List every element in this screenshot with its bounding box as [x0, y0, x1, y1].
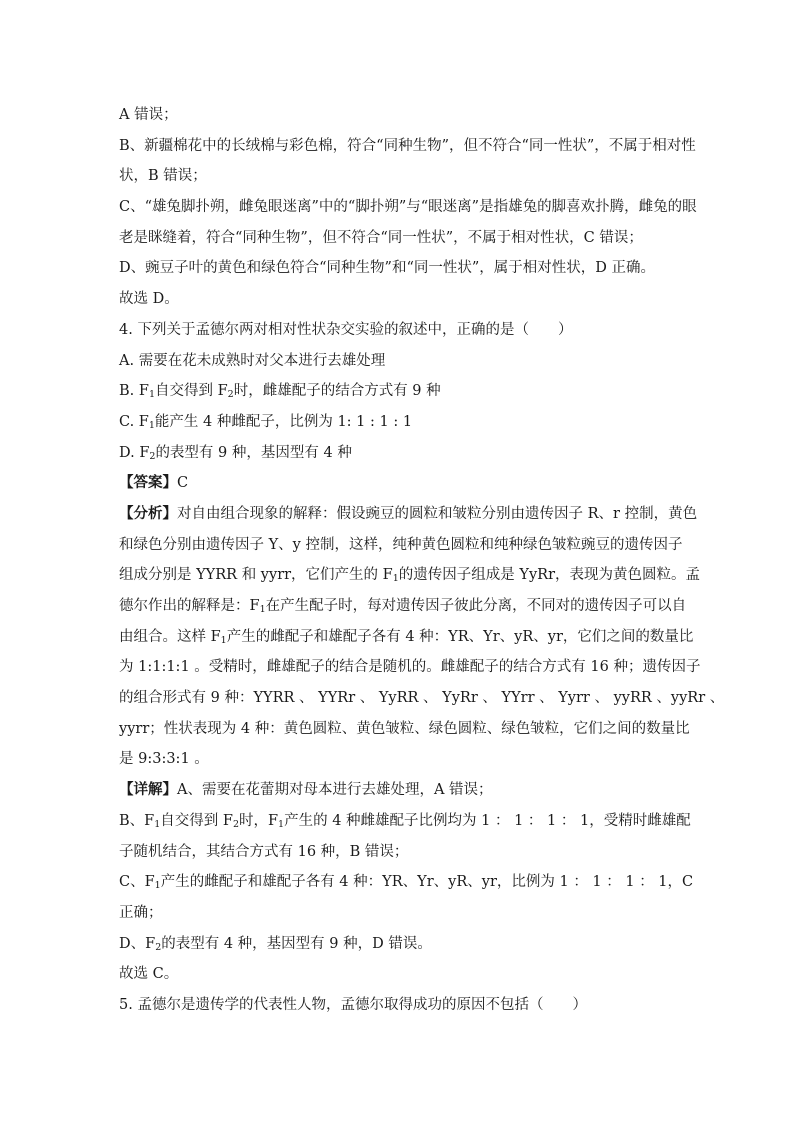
text-line: B、新疆棉花中的长绒棉与彩色棉，符合“同种生物”，但不符合“同一性状”，不属于相对性	[119, 137, 696, 154]
text-line: 5. 孟德尔是遗传学的代表性人物，孟德尔取得成功的原因不包括（ ）	[119, 996, 587, 1013]
text-line: 组成分别是 YYRR 和 yyrr，它们产生的 $F_1$的遗传因子组成是 YyRr，表现为黄色圆粒。孟	[119, 567, 701, 585]
text-line: A. 需要在花未成熟时对父本进行去雄处理	[119, 352, 386, 369]
text-line: 老是眯缝着，符合“同种生物”，但不符合“同一性状”，不属于相对性状，C 错误；	[119, 229, 643, 246]
text-line: 由组合。这样 $F_1$产生的雌配子和雄配子各有 4 种：YR、Yr、yR、yr，它们之间的数量比	[119, 628, 694, 646]
text-line: B、$F_1$自交得到 $F_2$时，$F_1$产生的 4 种雌雄配子比例均为 1 ： 1 ： 1 ： 1，受精时雌雄配	[119, 812, 691, 830]
text-line: 的组合形式有 9 种：YYRR 、 YYRr 、 YyRR 、 YyRr 、 YYrr 、 Yyrr 、 yyRR 、yyRr 、	[119, 690, 725, 707]
text-line: 为 1:1:1:1 。受精时，雌雄配子的结合是随机的。雌雄配子的结合方式有 16 种；遗传因子	[119, 659, 701, 676]
text-line: 【分析】对自由组合现象的解释：假设豌豆的圆粒和皱粒分别由遗传因子 R、r 控制，黄色	[119, 504, 698, 522]
text-line: C、“雄兔脚扑朔，雌兔眼迷离”中的“脚扑朔”与“眼迷离”是指雄兔的脚喜欢扑腾，雌兔的眼	[119, 199, 697, 216]
text-line: 正确；	[119, 904, 163, 921]
text-line: 【答案】C	[119, 474, 189, 492]
text-line: 【详解】A、需要在花蕾期对母本进行去雄处理，A 错误；	[119, 781, 493, 799]
text-line: 德尔作出的解释是：$F_1$在产生配子时，每对遗传因子彼此分离，不同对的遗传因子可以自	[119, 598, 687, 615]
text-line: 状，B 错误；	[119, 168, 207, 185]
text-line: yyrr；性状表现为 4 种：黄色圆粒、黄色皱粒、绿色圆粒、绿色皱粒，它们之间的数量比	[119, 720, 690, 737]
text-line: 子随机结合，其结合方式有 16 种，B 错误；	[119, 843, 409, 860]
text-line: 故选 D。	[119, 291, 179, 308]
text-line: 和绿色分别由遗传因子 Y、y 控制，这样，纯种黄色圆粒和纯种绿色皱粒豌豆的遗传因子	[119, 536, 683, 553]
document-page	[119, 100, 725, 1021]
text-line: B. $F_1$自交得到 $F_2$时，雌雄配子的结合方式有 9 种	[119, 383, 441, 401]
text-line: 故选 C。	[119, 966, 179, 983]
text-line: C. $F_1$能产生 4 种雌配子，比例为 1: 1 : 1 : 1	[119, 413, 413, 431]
text-line: C、$F_1$产生的雌配子和雄配子各有 4 种：YR、Yr、yR、yr，比例为 1 ： 1 ： 1 ： 1，C	[119, 874, 694, 892]
text-line: D. $F_2$的表型有 9 种，基因型有 4 种	[119, 444, 352, 462]
text-line: 是 9:3:3:1 。	[119, 751, 209, 768]
text-line: 4. 下列关于孟德尔两对相对性状杂交实验的叙述中，正确的是（ ）	[119, 321, 573, 338]
text-line: D、豌豆子叶的黄色和绿色符合“同种生物”和“同一性状”，属于相对性状，D 正确。	[119, 260, 656, 277]
text-line: A 错误；	[119, 107, 178, 123]
text-line: D、$F_2$的表型有 4 种，基因型有 9 种，D 错误。	[119, 935, 432, 953]
